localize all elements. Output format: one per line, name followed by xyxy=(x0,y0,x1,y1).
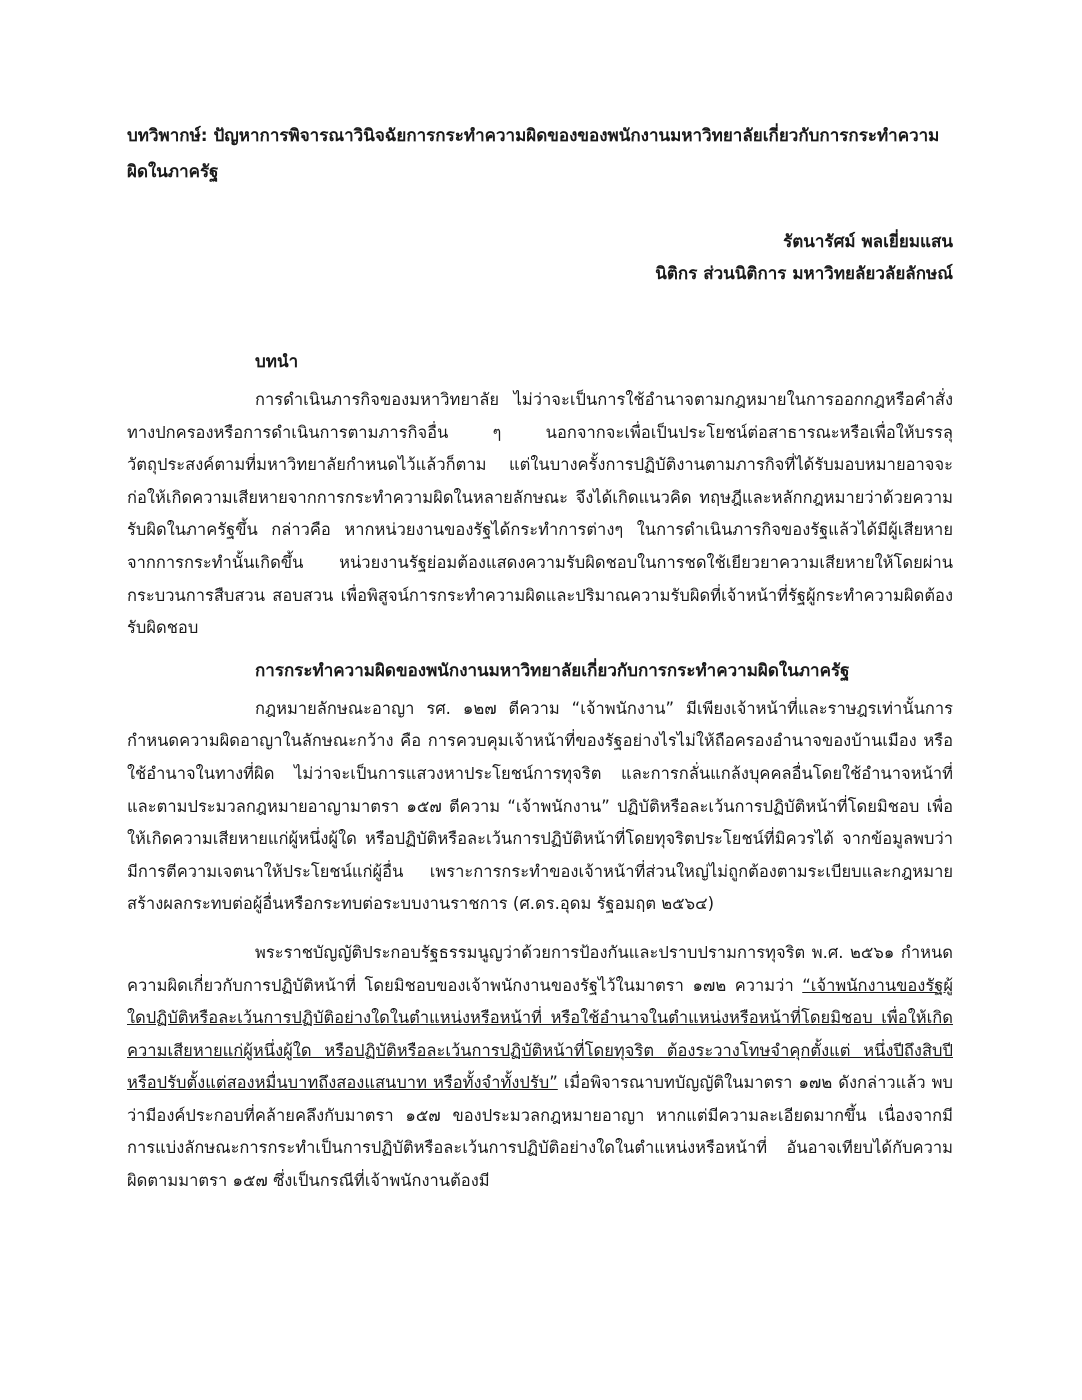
section-heading: การกระทำความผิดของพนักงานมหาวิทยาลัยเกี่ยวกับการกระทำความผิดในภาครัฐ xyxy=(255,660,850,681)
intro-paragraph: การดำเนินภารกิจของมหาวิทยาลัย ไม่ว่าจะเป็นการใช้อำนาจตามกฎหมายในการออกกฎหรือคำสั่งทางปกครองหรือการดำเนินการตามภารกิจอื่น ๆ นอกจากจะเพื่อเป็นประโยชน์ต่อสาธารณะหรือเพื่อให้บรรลุวัตถุประสงค์ตามที่มหาวิทยาลัยกำหนดไว้แล้วก็ตาม แต่ในบางครั้งการปฏิบัติงานตามภารกิจที่ได้รับมอบหมายอาจจะก่อให้เกิดความเสียหายจากการกระทำความผิดในหลายลักษณะ จึงได้เกิดแนวคิด ทฤษฎีและหลักกฎหมายว่าด้วยความรับผิดในภาครัฐขึ้น กล่าวคือ หากหน่วยงานของรัฐได้กระทำการต่างๆ ในการดำเนินภารกิจของรัฐแล้วได้มีผู้เสียหายจากการกระทำนั้นเกิดขึ้น หน่วยงานรัฐย่อมต้องแสดงความรับผิดชอบในการชดใช้เยียวยาความเสียหายให้โดยผ่านกระบวนการสืบสวน สอบสวน เพื่อพิสูจน์การกระทำความผิดและปริมาณความรับผิดที่เจ้าหน้าที่รัฐผู้กระทำความผิดต้องรับผิดชอบ xyxy=(127,390,953,638)
section-paragraph-2-tail: เมื่อพิจารณาบทบัญญัติในมาตรา ๑๗๒ ดังกล่าวแล้ว พบว่ามีองค์ประกอบที่คล้ายคลึงกับมาตรา ๑๕๗ ของประมวลกฎหมายอาญา หากแต่มีความละเอียดมากขึ้น เนื่องจากมีการแบ่งลักษณะการกระทำเป็นการปฏิบัติหรือละเว้นการปฏิบัติอย่างใดในตำแหน่งหรือหน้าที่ อันอาจเทียบได้กับความผิดตามมาตรา ๑๕๗ ซึ่งเป็นกรณีที่เจ้าพนักงานต้องมี xyxy=(127,1073,954,1191)
section-paragraph-2 xyxy=(127,937,953,1198)
section-172-quote: “เจ้าพนักงานของรัฐผู้ใดปฏิบัติหรือละเว้นการปฏิบัติอย่างใดในตำแหน่งหรือหน้าที่ หรือใช้อำนาจในตำแหน่งหรือหน้าที่โดยมิชอบ เพื่อให้เกิดความเสียหายแก่ผู้หนึ่งผู้ใด หรือปฏิบัติหรือละเว้นการปฏิบัติหน้าที่โดยทุจริต ต้องระวางโทษจำคุกตั้งแต่ หนึ่งปีถึงสิบปีหรือปรับตั้งแต่สองหมื่นบาทถึงสองแสนบาท หรือทั้งจำทั้งปรับ” xyxy=(127,975,953,1093)
intro-heading: บทนำ xyxy=(255,352,299,372)
section-paragraph-2-lead: พระราชบัญญัติประกอบรัฐธรรมนูญว่าด้วยการป้องกันและปราบปรามการทุจริต พ.ศ. ๒๕๖๑ กำหนดความผิดเกี่ยวกับการปฏิบัติหน้าที่ โดยมิชอบของเจ้าพนักงานของรัฐไว้ในมาตรา ๑๗๒ ความว่า xyxy=(127,942,953,995)
author-block xyxy=(127,226,953,290)
author-affiliation: นิติกร ส่วนนิติการ มหาวิทยลัยวลัยลักษณ์ xyxy=(655,264,953,284)
document-title: บทวิพากษ์: ปัญหาการพิจารณาวินิจฉัยการกระทำความผิดของของพนักงานมหาวิทยาลัยเกี่ยวกับการกระทำความผิดในภาครัฐ xyxy=(127,126,940,182)
section-paragraph-1: กฎหมายลักษณะอาญา รศ. ๑๒๗ ตีความ “เจ้าพนักงาน” มีเพียงเจ้าหน้าที่และราษฎรเท่านั้นการ กำหนดความผิดอาญาในลักษณะกว้าง คือ การควบคุมเจ้าหน้าที่ของรัฐอย่างไรไม่ให้ถือครองอำนาจของบ้านเมือง หรือใช้อำนาจในทางที่ผิด ไม่ว่าจะเป็นการแสวงหาประโยชน์การทุจริต และการกลั่นแกล้งบุคคลอื่นโดยใช้อำนาจหน้าที่ และตามประมวลกฎหมายอาญามาตรา ๑๕๗ ตีความ “เจ้าพนักงาน” ปฏิบัติหรือละเว้นการปฏิบัติหน้าที่โดยมิชอบ เพื่อให้เกิดความเสียหายแก่ผู้หนึ่งผู้ใด หรือปฏิบัติหรือละเว้นการปฏิบัติหน้าที่โดยทุจริตประโยชน์ที่มิควรได้ จากข้อมูลพบว่า มีการตีความเจตนาให้ประโยชน์แก่ผู้อื่น เพราะการกระทำของเจ้าหน้าที่ส่วนใหญ่ไม่ถูกต้องตามระเบียบและกฎหมาย สร้างผลกระทบต่อผู้อื่นหรือกระทบต่อระบบงานราชการ (ศ.ดร.อุดม รัฐอมฤต ๒๕๖๔) xyxy=(127,698,953,914)
document-body xyxy=(127,118,953,1198)
author-name: รัตนารัศม์ พลเยี่ยมแสน xyxy=(783,232,953,252)
